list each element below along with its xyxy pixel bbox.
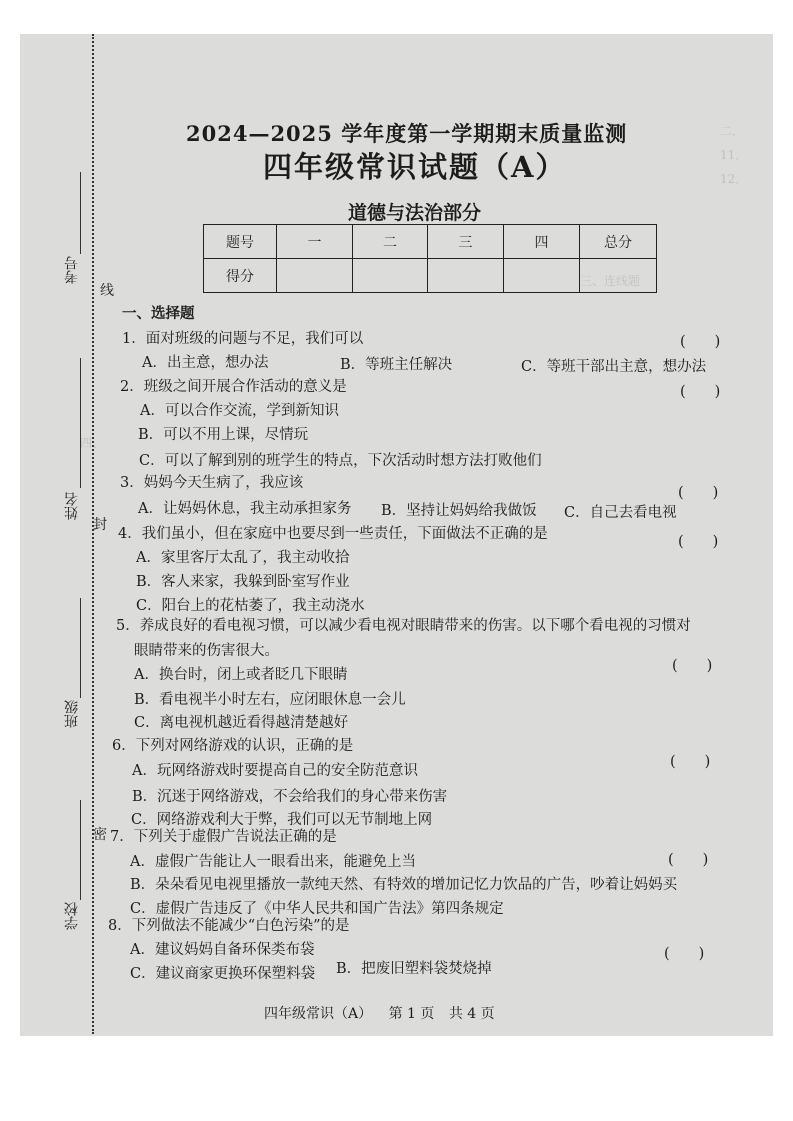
option-7c: C．虚假广告违反了《中华人民共和国广告法》第四条规定 (130, 901, 504, 917)
seal-secret-char: 密 (93, 827, 107, 843)
name-label: 姓名 (64, 492, 80, 520)
option-2a: A．可以合作交流，学到新知识 (140, 403, 339, 419)
option-8a: A．建议妈妈自备环保类布袋 (130, 942, 315, 958)
option-3c: C．自己去看电视 (564, 505, 677, 521)
section-heading: 一、选择题 (122, 305, 195, 322)
footer-page: 第 1 页 (388, 1006, 435, 1022)
option-1b: B．等班主任解决 (340, 357, 453, 373)
option-4c: C．阳台上的花枯萎了，我主动浇水 (136, 598, 365, 614)
footer-subject: 四年级常识（A） (264, 1006, 373, 1022)
bleed-through-text: 二． (720, 124, 745, 138)
exam-subtitle: 四年级常识试题（A） (263, 150, 567, 184)
answer-blank-4[interactable]: ( ) (678, 534, 719, 550)
page-footer (264, 1003, 495, 1023)
question-3: 3．妈妈今天生病了，我应该 (120, 475, 304, 491)
score-header-cell: 四 (504, 225, 580, 259)
seal-line-char: 线 (100, 283, 114, 299)
class-line (80, 598, 81, 698)
option-8b: B．把废旧塑料袋焚烧掉 (336, 961, 492, 977)
score-cell[interactable] (277, 259, 353, 293)
question-6: 6．下列对网络游戏的认识，正确的是 (112, 738, 354, 754)
exam-number-line (80, 172, 81, 254)
score-cell[interactable] (428, 259, 504, 293)
option-2b: B．可以不用上课，尽情玩 (138, 427, 309, 443)
score-header-cell: 一 (277, 225, 353, 259)
score-table-header-row (204, 225, 657, 259)
option-8c: C．建议商家更换环保塑料袋 (130, 966, 316, 982)
option-5b: B．看电视半小时左右，应闭眼休息一会儿 (134, 692, 406, 708)
answer-blank-1[interactable]: ( ) (680, 334, 721, 350)
score-header-cell: 三 (428, 225, 504, 259)
option-7a: A．虚假广告能让人一眼看出来，能避免上当 (130, 854, 416, 870)
score-cell[interactable] (580, 259, 657, 293)
option-6c: C．网络游戏利大于弊，我们可以无节制地上网 (131, 812, 433, 828)
score-cell[interactable] (504, 259, 580, 293)
score-header-cell: 总分 (580, 225, 657, 259)
question-1: 1．面对班级的问题与不足，我们可以 (122, 331, 364, 347)
answer-blank-5[interactable]: ( ) (672, 658, 713, 674)
answer-blank-8[interactable]: ( ) (664, 946, 705, 962)
answer-blank-7[interactable]: ( ) (668, 852, 709, 868)
bleed-through-text: 11． (720, 148, 748, 162)
option-3b: B．坚持让妈妈给我做饭 (381, 503, 537, 519)
option-6a: A．玩网络游戏时要提高自己的安全防范意识 (132, 763, 418, 779)
bleed-through-text: 三、连线题 (580, 274, 641, 288)
exam-title: 2024—2025 学年度第一学期期末质量监测 (186, 121, 628, 146)
question-2: 2．班级之间开展合作活动的意义是 (120, 379, 347, 395)
seal-seal-char: 封 (93, 517, 107, 533)
score-header-cell: 题号 (204, 225, 277, 259)
question-7: 7．下列关于虚假广告说法正确的是 (110, 829, 337, 845)
answer-blank-3[interactable]: ( ) (678, 485, 719, 501)
option-5c: C．离电视机越近看得越清楚越好 (134, 715, 349, 731)
answer-blank-2[interactable]: ( ) (680, 384, 721, 400)
option-4b: B．客人来家，我躲到卧室写作业 (136, 574, 350, 590)
score-row-label: 得分 (204, 259, 277, 293)
school-line (80, 800, 81, 900)
exam-number-label: 考号 (64, 256, 80, 284)
option-5a: A．换台时，闭上或者眨几下眼睛 (134, 667, 348, 683)
school-label: 学校 (64, 902, 80, 930)
footer-total: 共 4 页 (448, 1006, 495, 1022)
option-7b: B．朵朵看见电视里播放一款纯天然、有特效的增加记忆力饮品的广告，吵着让妈妈买 (130, 877, 678, 893)
answer-blank-6[interactable]: ( ) (670, 754, 711, 770)
name-line (80, 358, 81, 488)
option-6b: B．沉迷于网络游戏，不会给我们的身心带来伤害 (132, 789, 448, 805)
score-table-score-row (204, 259, 657, 293)
bleed-through-text: 四、 (80, 436, 105, 450)
question-8: 8．下列做法不能减少“白色污染”的是 (108, 918, 350, 934)
binding-fold-line (92, 34, 94, 1034)
score-header-cell: 二 (353, 225, 428, 259)
option-4a: A．家里客厅太乱了，我主动收拾 (136, 550, 350, 566)
question-5-continued: 眼睛带来的伤害很大。 (134, 643, 279, 659)
option-1c: C．等班干部出主意，想办法 (521, 359, 707, 375)
option-2c: C．可以了解到别的班学生的特点，下次活动时想方法打败他们 (139, 453, 542, 469)
section-title: 道德与法治部分 (348, 202, 482, 224)
class-label: 班级 (64, 700, 80, 728)
score-table (203, 224, 657, 293)
option-1a: A．出主意，想办法 (142, 355, 269, 371)
score-cell[interactable] (353, 259, 428, 293)
option-3a: A．让妈妈休息，我主动承担家务 (138, 501, 352, 517)
question-4: 4．我们虽小，但在家庭中也要尽到一些责任，下面做法不正确的是 (118, 526, 548, 542)
bleed-through-text: 12． (720, 172, 748, 186)
question-5: 5．养成良好的看电视习惯，可以减少看电视对眼睛带来的伤害。以下哪个看电视的习惯对 (116, 618, 691, 634)
